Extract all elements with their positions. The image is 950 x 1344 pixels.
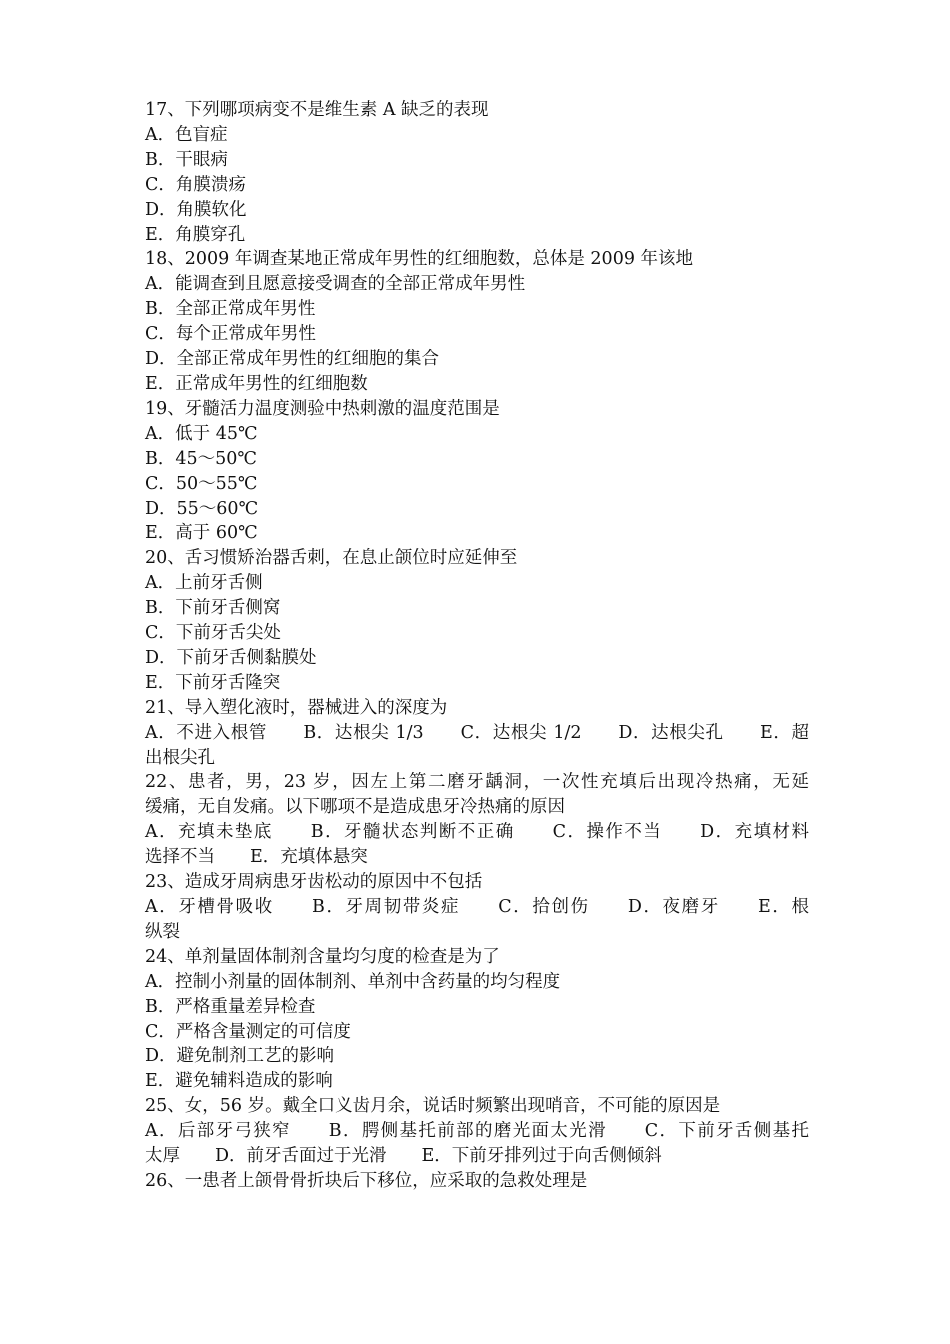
question-text-line: 25、女，56 岁。戴全口义齿月余，说话时频繁出现哨音，不可能的原因是 (145, 1096, 721, 1117)
answer-option-line: C．严格含量测定的可信度 (145, 1021, 351, 1042)
answer-option-line: A．低于 45℃ (145, 423, 258, 444)
answer-option-line: D．下前牙舌侧黏膜处 (145, 647, 317, 668)
question-text-line: 24、单剂量固体制剂含量均匀度的检查是为了 (145, 946, 500, 967)
answer-option-line: 纵裂 (145, 921, 180, 942)
answer-option-line: E．角膜穿孔 (145, 224, 246, 245)
document-body (145, 98, 809, 1194)
answer-option-line: E．高于 60℃ (145, 523, 258, 544)
answer-option-line: B．干眼病 (145, 149, 228, 170)
answer-option-line: D．全部正常成年男性的红细胞的集合 (145, 349, 440, 370)
answer-option-line: B．严格重量差异检查 (145, 996, 316, 1017)
answer-option-line: A．充填未垫底 B．牙髓状态判断不正确 C．操作不当 D．充填材料 (145, 822, 809, 843)
question-text-line: 22、患者，男，23 岁，因左上第二磨牙龋洞，一次性充填后出现冷热痛，无延 (145, 772, 809, 793)
question-text-line: 19、牙髓活力温度测验中热刺激的温度范围是 (145, 398, 500, 419)
answer-option-line: A．能调查到且愿意接受调查的全部正常成年男性 (145, 274, 526, 295)
answer-option-line: A．色盲症 (145, 124, 228, 145)
answer-option-line: D．55～60℃ (145, 498, 259, 519)
answer-option-line: A．后部牙弓狭窄 B．腭侧基托前部的磨光面太光滑 C．下前牙舌侧基托 (145, 1121, 809, 1142)
question-text-line: 26、一患者上颌骨骨折块后下移位，应采取的急救处理是 (145, 1170, 588, 1191)
answer-option-line: C．50～55℃ (145, 473, 258, 494)
answer-option-line: C．角膜溃疡 (145, 174, 246, 195)
answer-option-line: A．不进入根管 B．达根尖 1/3 C．达根尖 1/2 D．达根尖孔 E．超 (145, 722, 809, 743)
answer-option-line: C．下前牙舌尖处 (145, 623, 281, 644)
question-text-line: 18、2009 年调查某地正常成年男性的红细胞数，总体是 2009 年该地 (145, 249, 694, 270)
question-text-line: 23、造成牙周病患牙齿松动的原因中不包括 (145, 872, 483, 893)
answer-option-line: 选择不当 E．充填体悬突 (145, 847, 368, 868)
answer-option-line: D．避免制剂工艺的影响 (145, 1046, 335, 1067)
answer-option-line: 出根尖孔 (145, 747, 215, 768)
answer-option-line: A．控制小剂量的固体制剂、单剂中含药量的均匀程度 (145, 971, 561, 992)
answer-option-line: D．角膜软化 (145, 199, 247, 220)
answer-option-line: A．牙槽骨吸收 B．牙周韧带炎症 C．拾创伤 D．夜磨牙 E．根 (145, 897, 809, 917)
answer-option-line: B．全部正常成年男性 (145, 299, 316, 320)
answer-option-line: 太厚 D．前牙舌面过于光滑 E．下前牙排列过于向舌侧倾斜 (145, 1146, 662, 1167)
question-text-line: 20、舌习惯矫治器舌刺，在息止颌位时应延伸至 (145, 548, 518, 569)
answer-option-line: E．避免辅料造成的影响 (145, 1071, 333, 1092)
answer-option-line: B．下前牙舌侧窝 (145, 598, 281, 619)
question-text-line: 17、下列哪项病变不是维生素 A 缺乏的表现 (145, 100, 489, 120)
answer-option-line: A．上前牙舌侧 (145, 573, 263, 594)
answer-option-line: E．正常成年男性的红细胞数 (145, 373, 368, 394)
answer-option-line: B．45～50℃ (145, 448, 257, 469)
question-text-line: 21、导入塑化液时，器械进入的深度为 (145, 697, 448, 718)
question-text-line: 缓痛，无自发痛。以下哪项不是造成患牙冷热痛的原因 (145, 797, 565, 818)
answer-option-line: C．每个正常成年男性 (145, 324, 316, 345)
answer-option-line: E．下前牙舌隆突 (145, 672, 281, 693)
